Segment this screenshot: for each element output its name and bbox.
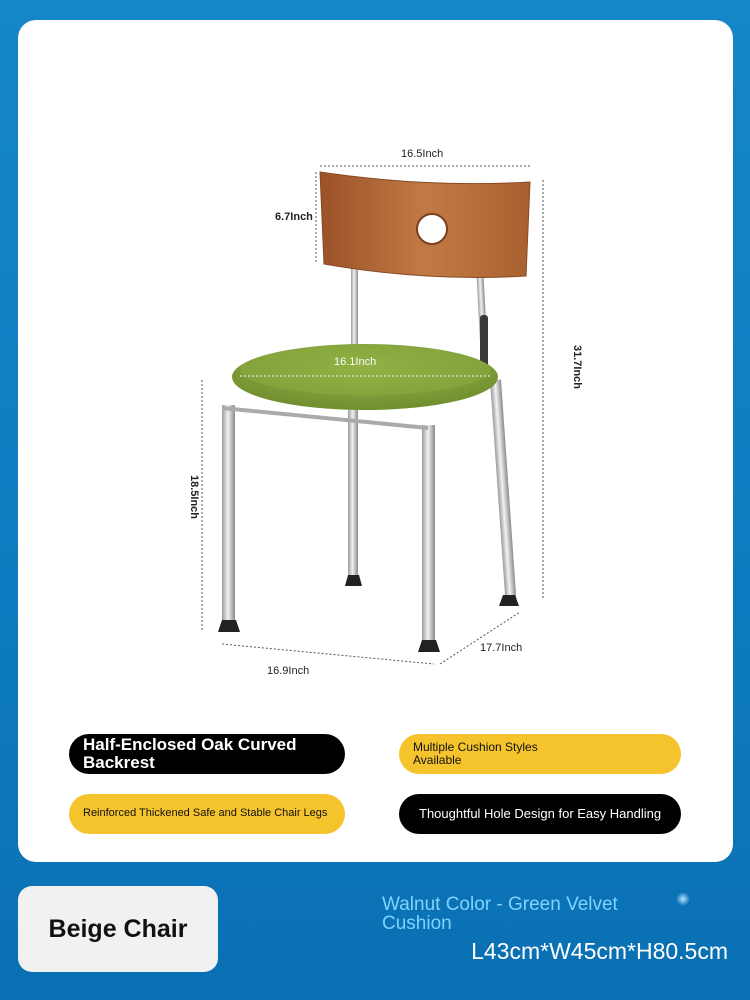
front-left-leg — [222, 405, 235, 620]
feature-label: Reinforced Thickened Safe and Stable Chair Legs — [83, 807, 328, 820]
front-right-leg — [422, 425, 435, 640]
option-beige-chair-button[interactable]: Beige Chair — [18, 886, 218, 972]
product-image-card — [18, 20, 733, 862]
dim-backrest-height: 6.7Inch — [275, 211, 313, 223]
size-label: L43cm*W45cm*H80.5cm — [471, 938, 728, 964]
backrest-post-left — [351, 265, 358, 355]
sparkle-icon — [676, 892, 690, 906]
feature-legs — [69, 794, 345, 834]
dim-base-width: 16.9Inch — [267, 665, 310, 677]
handle-hole — [417, 214, 447, 244]
rear-right-leg — [490, 380, 516, 600]
feature-hole-design — [399, 794, 681, 834]
chair-illustration — [18, 20, 733, 720]
dim-backrest-width: 16.5Inch — [401, 148, 444, 160]
dim-seat-height: 18.5Inch — [188, 475, 200, 520]
rear-left-leg — [348, 410, 358, 580]
dim-base-depth: 17.7Inch — [480, 642, 523, 654]
feature-label: Half-Enclosed Oak Curved Backrest — [83, 735, 297, 772]
feature-label: Thoughtful Hole Design for Easy Handling — [419, 806, 662, 822]
dim-seat-diameter: 16.1Inch — [334, 356, 377, 368]
feature-cushion-styles — [399, 734, 681, 774]
feature-backrest — [69, 734, 345, 774]
dim-total-height: 31.7Inch — [571, 345, 583, 390]
variant-label: Walnut Color - Green Velvet Cushion — [382, 894, 618, 934]
feature-label: Multiple Cushion Styles Available — [413, 740, 538, 767]
